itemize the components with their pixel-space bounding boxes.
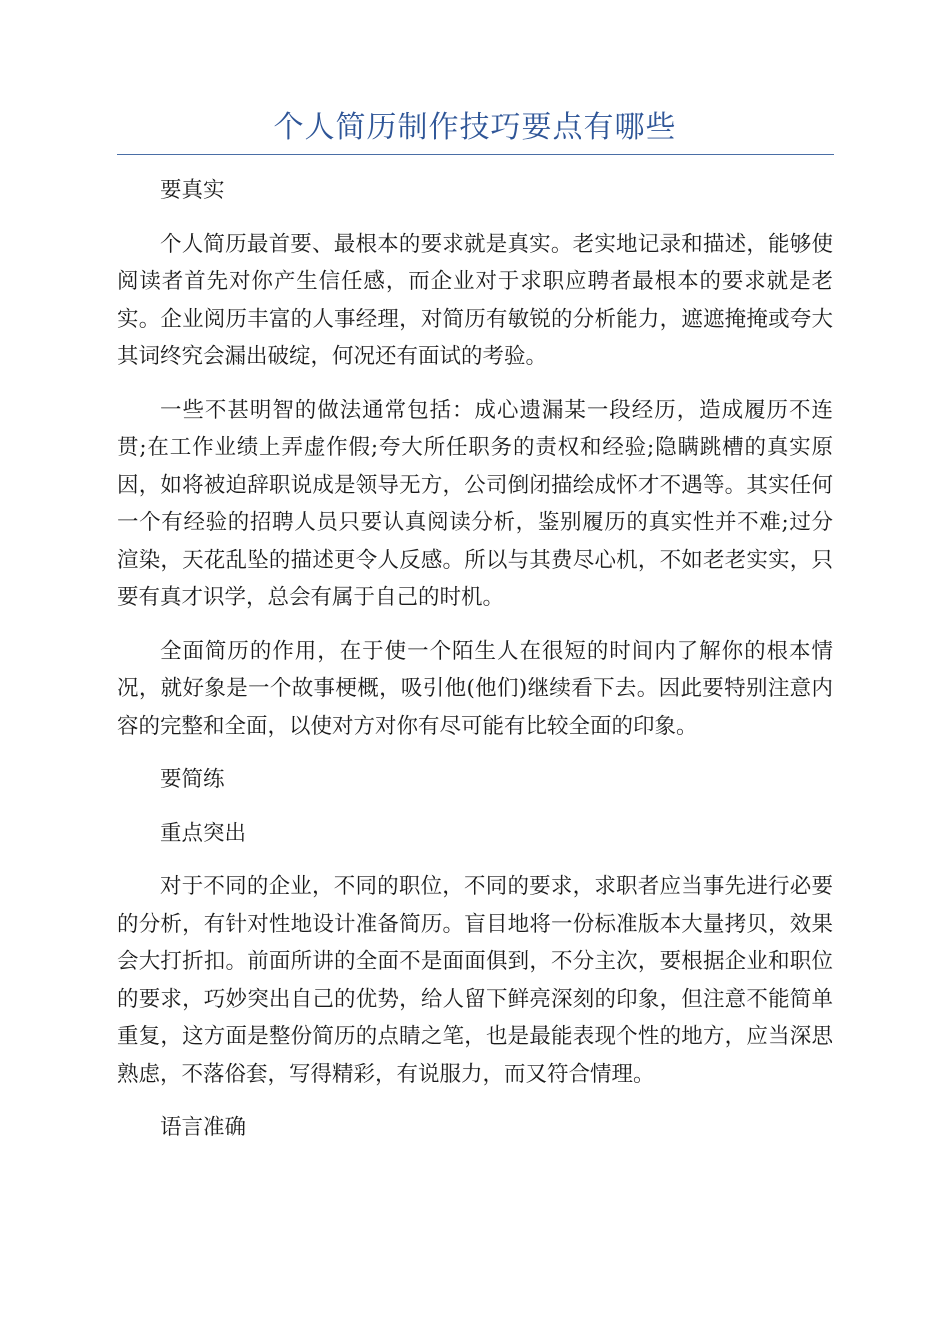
section-heading: 要简练 <box>160 767 225 792</box>
paragraph: 对于不同的企业，不同的职位，不同的要求，求职者应当事先进行必要的分析，有针对性地设计准备简历。盲目地将一份标准版本大量拷贝，效果会大打折扣。前面所讲的全面不是面面俱到，不分主次，要根据企业和职位的要求，巧妙突出自己的优势，给人留下鲜亮深刻的印象，但注意不能简单重复，这方面是整份简历的点睛之笔，也是最能表现个性的地方，应当深思熟虑，不落俗套，写得精彩，有说服力，而又符合情理。 <box>117 874 833 1087</box>
paragraph: 个人简历最首要、最根本的要求就是真实。老实地记录和描述，能够使阅读者首先对你产生信任感，而企业对于求职应聘者最根本的要求就是老实。企业阅历丰富的人事经理，对简历有敏锐的分析能力，遮遮掩掩或夸大其词终究会漏出破绽，何况还有面试的考验。 <box>117 231 833 369</box>
title-underline <box>117 154 834 155</box>
paragraph: 全面简历的作用，在于使一个陌生人在很短的时间内了解你的根本情况，就好象是一个故事梗概，吸引他(他们)继续看下去。因此要特别注意内容的完整和全面，以使对方对你有尽可能有比较全面的印象。 <box>117 638 833 739</box>
paragraph: 一些不甚明智的做法通常包括：成心遗漏某一段经历，造成履历不连贯;在工作业绩上弄虚作假;夸大所任职务的责权和经验;隐瞒跳槽的真实原因，如将被迫辞职说成是领导无方，公司倒闭描绘成怀才不遇等。其实任何一个有经验的招聘人员只要认真阅读分析，鉴别履历的真实性并不难;过分渲染，天花乱坠的描述更令人反感。所以与其费尽心机，不如老老实实，只要有真才识学，总会有属于自己的时机。 <box>117 397 833 610</box>
section-heading: 要真实 <box>160 178 225 203</box>
section-heading: 重点突出 <box>160 820 247 846</box>
section-heading: 语言准确 <box>160 1115 247 1140</box>
document-body <box>117 172 833 1163</box>
page-title: 个人简历制作技巧要点有哪些 <box>273 110 677 145</box>
